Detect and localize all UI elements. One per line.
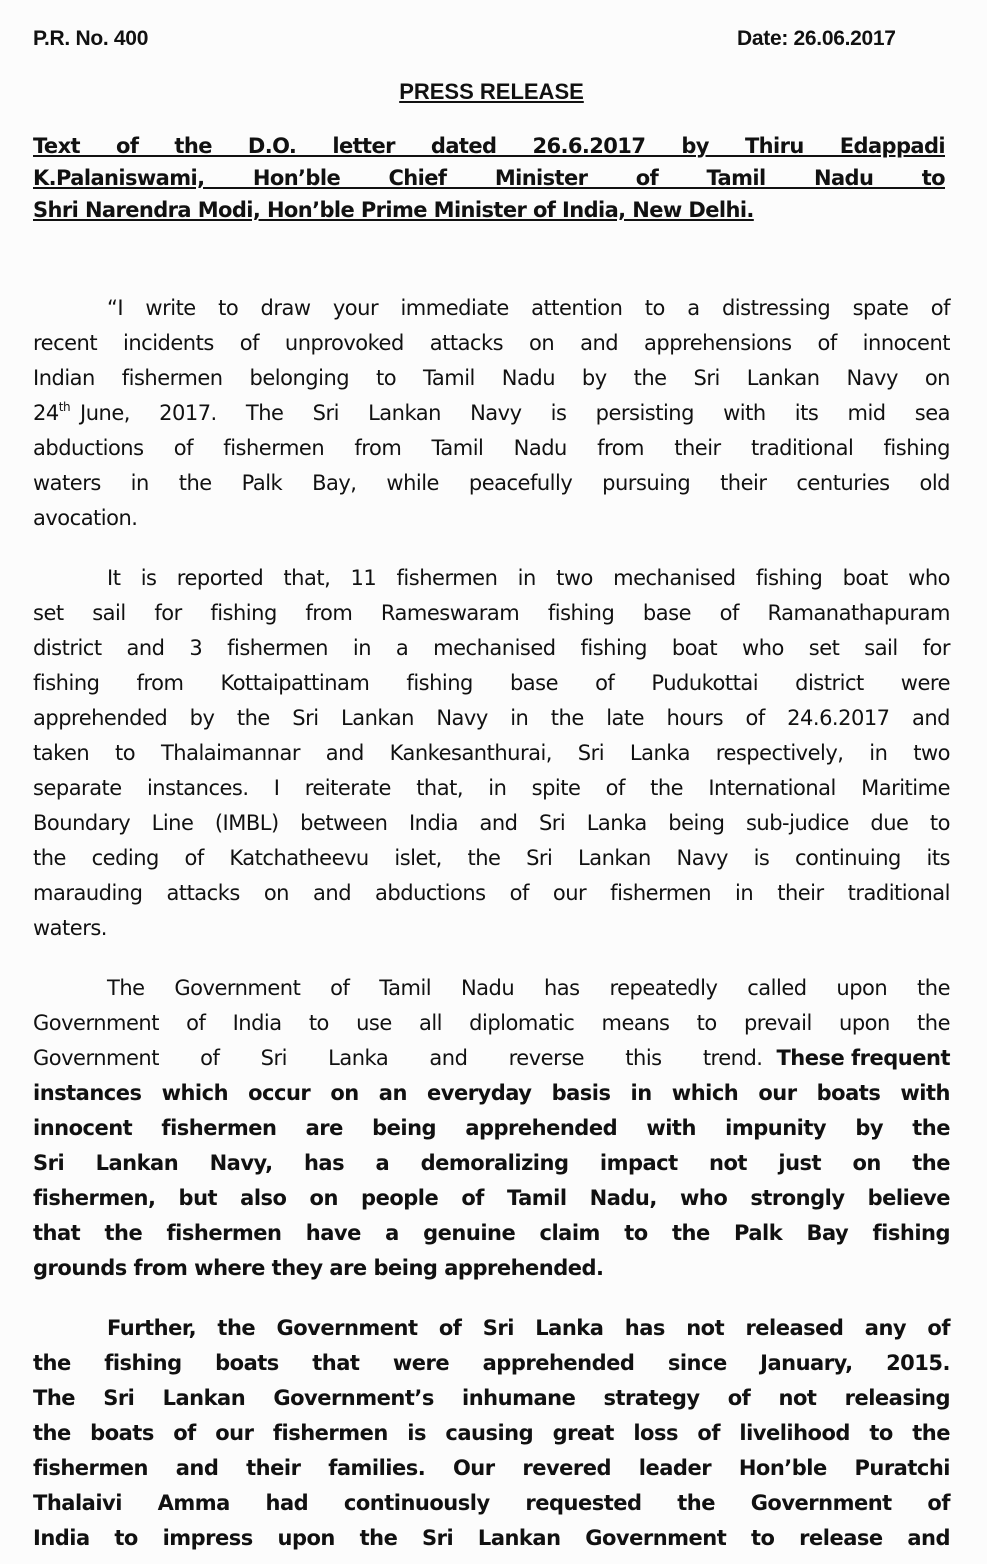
text-line: Thalaivi Amma had continuously requested the Government of bbox=[33, 1491, 950, 1515]
text-line: the fishing boats that were apprehended since January, 2015. bbox=[33, 1351, 950, 1375]
emphasis-text: fishermen, but also on people of Tamil Nadu, who strongly believe bbox=[33, 1186, 950, 1210]
text-line: India to impress upon the Sri Lankan Government to release and bbox=[33, 1526, 950, 1550]
text-line: It is reported that, 11 fishermen in two mechanised fishing boat who bbox=[107, 566, 950, 590]
text-line: marauding attacks on and abductions of our fishermen in their traditional bbox=[33, 881, 950, 905]
text-line: The Government of Tamil Nadu has repeatedly called upon the bbox=[107, 976, 950, 1000]
text-line bbox=[33, 1111, 950, 1146]
emphasis-text: innocent fishermen are being apprehended with impunity by the bbox=[33, 1116, 950, 1140]
text-line: Further, the Government of Sri Lanka has not released any of bbox=[107, 1316, 950, 1340]
text-line bbox=[33, 1251, 950, 1286]
press-release-number: P.R. No. 400 bbox=[33, 27, 149, 50]
paragraph-4 bbox=[33, 1311, 950, 1556]
text-line: taken to Thalaimannar and Kankesanthurai, Sri Lanka respectively, in two bbox=[33, 741, 950, 765]
text-fragment: 24th bbox=[33, 400, 71, 425]
text-line bbox=[33, 1181, 950, 1216]
emphasis-text: Sri Lankan Navy, has a demoralizing impact not just on the bbox=[33, 1151, 950, 1175]
text-line: Government of India to use all diplomatic means to prevail upon the bbox=[33, 1011, 950, 1035]
subject-heading bbox=[33, 130, 945, 226]
paragraph-3 bbox=[33, 971, 950, 1286]
text-line: the boats of our fishermen is causing great loss of livelihood to the bbox=[33, 1421, 950, 1445]
text-line bbox=[33, 396, 950, 431]
emphasis-text: instances which occur on an everyday basis in which our boats with bbox=[33, 1081, 950, 1105]
text-line: waters. bbox=[33, 916, 107, 940]
ordinal-suffix: th bbox=[58, 400, 71, 414]
text-line bbox=[33, 1076, 950, 1111]
text-line: district and 3 fishermen in a mechanised fishing boat who set sail for bbox=[33, 636, 950, 660]
text-line: apprehended by the Sri Lankan Navy in the late hours of 24.6.2017 and bbox=[33, 706, 950, 730]
press-release-date: Date: 26.06.2017 bbox=[737, 27, 896, 50]
text-line: The Sri Lankan Government’s inhumane strategy of not releasing bbox=[33, 1386, 950, 1410]
header-row bbox=[33, 27, 950, 53]
text-line: fishing from Kottaipattinam fishing base of Pudukottai district were bbox=[33, 671, 950, 695]
text-line bbox=[33, 1041, 950, 1076]
text-line: set sail for fishing from Rameswaram fishing base of Ramanathapuram bbox=[33, 601, 950, 625]
text-line: Boundary Line (IMBL) between India and Sri Lanka being sub-judice due to bbox=[33, 811, 950, 835]
text-line: recent incidents of unprovoked attacks on and apprehensions of innocent bbox=[33, 331, 950, 355]
document-title: PRESS RELEASE bbox=[399, 79, 584, 104]
text-fragment: Government of Sri Lanka and reverse this trend. bbox=[33, 1046, 763, 1070]
emphasis-text: These frequent bbox=[776, 1046, 950, 1070]
paragraph-2 bbox=[33, 561, 950, 946]
text-line: the ceding of Katchatheevu islet, the Sri Lankan Navy is continuing its bbox=[33, 846, 950, 870]
text-line bbox=[33, 1216, 950, 1251]
text-line bbox=[33, 1146, 950, 1181]
text-line: fishermen and their families. Our revered leader Hon’ble Puratchi bbox=[33, 1456, 950, 1480]
emphasis-text: grounds from where they are being apprehended. bbox=[33, 1256, 604, 1280]
subject-line: K.Palaniswami, Hon’ble Chief Minister of Tamil Nadu to bbox=[33, 166, 945, 190]
text-line: separate instances. I reiterate that, in spite of the International Maritime bbox=[33, 776, 950, 800]
subject-line: Shri Narendra Modi, Hon’ble Prime Minister of India, New Delhi. bbox=[33, 198, 754, 222]
subject-line: Text of the D.O. letter dated 26.6.2017 by Thiru Edappadi bbox=[33, 134, 945, 158]
text-line: avocation. bbox=[33, 506, 138, 530]
text-line: Indian fishermen belonging to Tamil Nadu by the Sri Lankan Navy on bbox=[33, 366, 950, 390]
text-line: waters in the Palk Bay, while peacefully pursuing their centuries old bbox=[33, 471, 950, 495]
emphasis-text: that the fishermen have a genuine claim to the Palk Bay fishing bbox=[33, 1221, 950, 1245]
paragraph-1 bbox=[33, 291, 950, 536]
text-line: “I write to draw your immediate attention to a distressing spate of bbox=[107, 296, 950, 320]
text-line: abductions of fishermen from Tamil Nadu from their traditional fishing bbox=[33, 436, 950, 460]
text-fragment: June, 2017. The Sri Lankan Navy is persisting with its mid sea bbox=[80, 401, 950, 425]
